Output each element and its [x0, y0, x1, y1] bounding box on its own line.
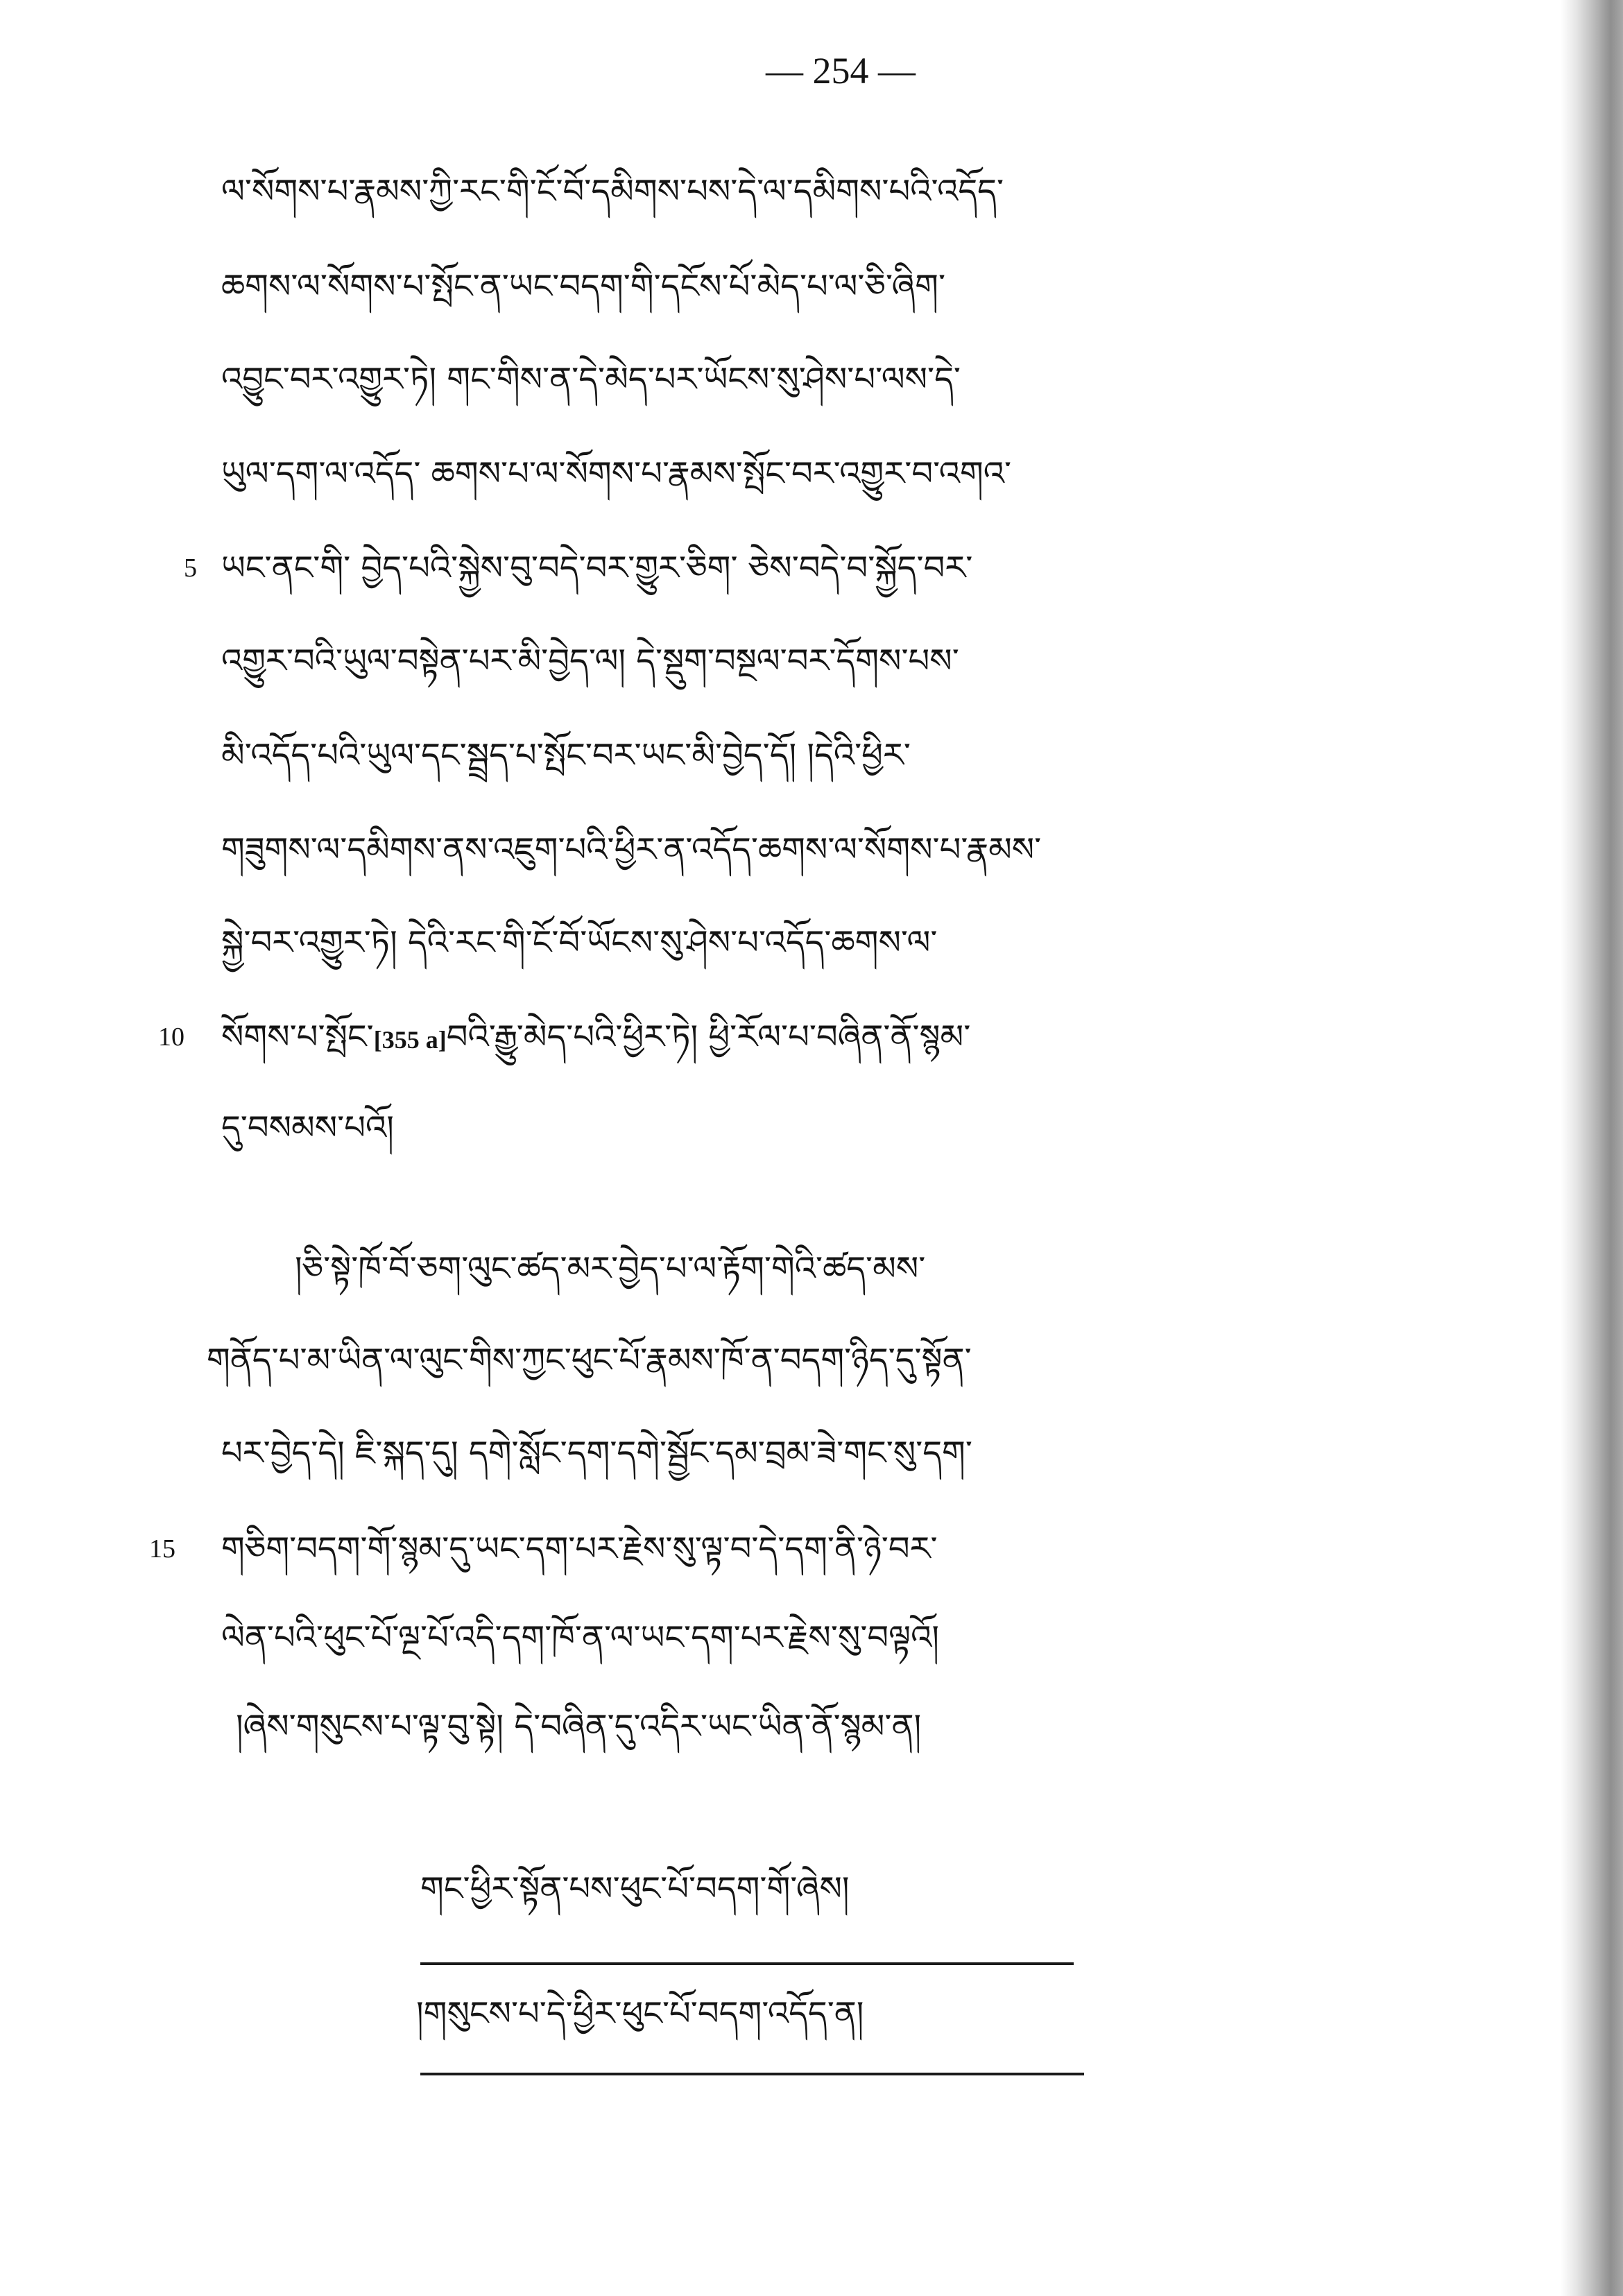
text-line-9: སྐྱེ་བར་འགྱུར་ཏེ། དེའི་རང་གི་ངོ་བོ་ཡོངས་སུ་ཤེས་པ་འདོད་ཆགས་ལ་ [221, 923, 938, 962]
text-line-12: །ཅི་སྟེ་ཁོ་བོ་ཅག་ལུང་ཚད་མར་བྱེད་པ་ལ་རྟོག་གེའི་ཚད་མས་ [295, 1249, 926, 1288]
folio-marker: [355 a] [373, 1026, 447, 1054]
verse-line-2: །གསུངས་པ་དེ་ཕྱིར་ཕུང་པོ་བདག་འདོད་ན། [416, 1994, 864, 2033]
text-line-13: གནོད་པ་མ་ཡིན་ལ་ལུང་གིས་ཀྱང་ཕུང་པོ་རྣམས་ཁོ་ན་བདག་ཉིད་དུ་སྟོན་ [207, 1341, 972, 1380]
text-line-2: ཆགས་ལ་སོགས་པ་སྤོང་ན་ཡང་བདག་གི་དངོས་པོ་མེད་པ་ལ་ཅི་ཞིག་ [221, 267, 946, 306]
page-number: — 254 — [766, 50, 916, 92]
margin-line-number-15: 15 [149, 1534, 175, 1563]
verse-underline-1 [420, 1962, 1074, 1965]
scan-binding-shadow [1561, 0, 1623, 2296]
margin-line-number-10: 10 [158, 1022, 184, 1052]
verse-underline-2 [420, 2073, 1084, 2075]
text-line-8: གཟུགས་ལ་དམིགས་ནས་འཇུག་པའི་ཕྱིར་ན་འདོད་ཆགས་ལ་སོགས་པ་རྣམས་ [221, 830, 1042, 869]
text-line-10 [221, 1002, 1442, 1072]
text-line-5: ཡང་ནང་གི་ བྱེད་པའི་སྐྱེས་བུ་བདེ་བར་གྱུར་ཅིག་ ཅེས་བདེ་བ་སྐྱོད་བར་ [221, 549, 973, 588]
text-line-16: ལེན་པའི་ཕུང་པོ་ལྔ་པོ་འདི་དག་ཁོ་ན་ལ་ཡང་དག་པར་རྗེས་སུ་བལྟའོ། [221, 1618, 940, 1657]
line-10-text-before: སོགས་པ་སྤོང་ [221, 1018, 374, 1056]
text-line-17: །ཞེས་གསུངས་པ་ལྟ་བུ་སྟེ། དེ་བཞིན་དུ་འདིར་ཡང་ཡིན་ནོ་སྙམ་ན། [236, 1707, 922, 1746]
text-line-6: འགྱུར་བའི་ཡུལ་བསྟེན་པར་མི་བྱེད་ལ། དེ་སྡུག་བསྔལ་བར་དོགས་པས་ [221, 642, 959, 680]
line-10-text-after: བའི་རྒྱུ་མེད་པའི་ཕྱིར་ཏེ། ཕྱི་རོལ་པ་བཞིན་ནོ་སྙམ་ [446, 1018, 971, 1056]
text-line-11: དུ་བསམས་པའོ། [221, 1108, 394, 1147]
text-line-1: ལ་སོགས་པ་རྣམས་ཀྱི་རང་གི་ངོ་བོ་དམིགས་པས་དེ་ལ་དམིགས་པའི་འདོད་ [221, 172, 1004, 211]
text-line-4: ཡུལ་དག་ལ་འདོད་ ཆགས་པ་ལ་སོགས་པ་རྣམས་སྤོང་བར་འགྱུར་བ་འགའ་ [221, 454, 1012, 493]
text-line-14: པར་བྱེད་དེ། ཇི་སྐད་དུ། དགེ་སློང་དག་དགེ་སྦྱོང་དམ་བྲམ་ཟེ་གང་སུ་དག་ [221, 1434, 972, 1473]
text-line-15: གཅིག་བདག་གོ་སྙམ་དུ་ཡང་དག་པར་རྗེས་སུ་ལྟ་བ་དེ་དག་ནི་ཉེ་བར་ [221, 1530, 938, 1568]
margin-line-number-5: 5 [184, 554, 197, 583]
text-line-7: མི་འདོད་པའི་ཡུལ་དང་སྦྲད་པ་སྤོང་བར་ཡང་མི་བྱེད་དོ། །དེའི་ཕྱིར་ [221, 736, 911, 775]
verse-line-1: གང་ཕྱིར་སྟོན་པས་ཕུང་པོ་བདག་གོ་ཞེས། [420, 1869, 850, 1908]
text-line-3: འབྱུང་བར་འགྱུར་ཏེ། གང་གིས་ན་དེ་མེད་པར་ཡོངས་སུ་ཤེས་པ་ལས་དེ་ [221, 360, 961, 399]
